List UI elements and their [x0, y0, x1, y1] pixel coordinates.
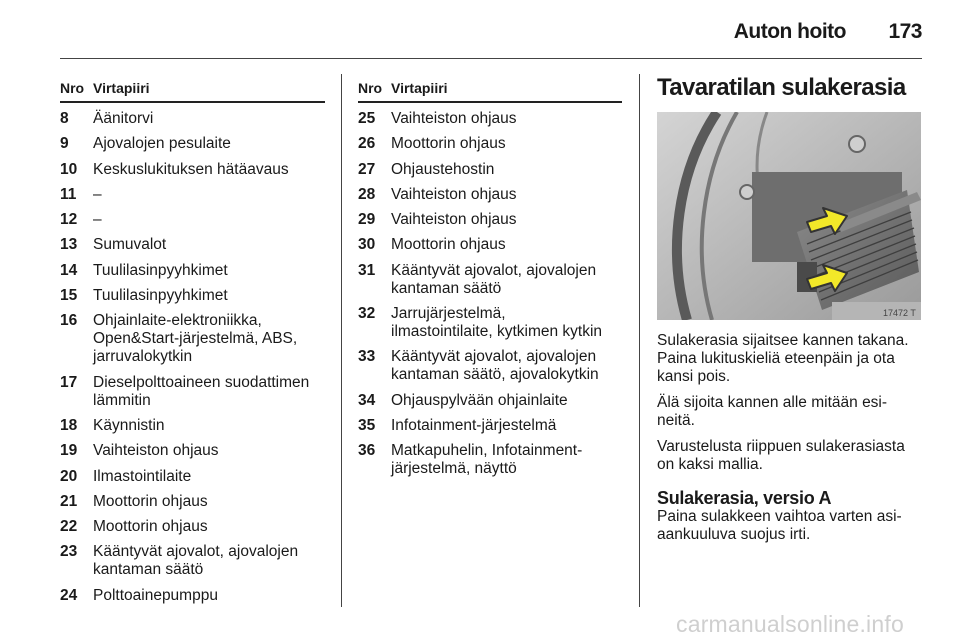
- table-row: [60, 374, 325, 410]
- circuit-name: Moottorin ohjaus: [391, 135, 506, 153]
- circuit-name: Polttoainepumppu: [93, 586, 218, 604]
- circuit-name: Dieselpolttoaineen suodattimen lämmitin: [93, 373, 310, 409]
- fuse-number: 30: [358, 236, 376, 254]
- paragraph: Paina sulakkeen vaihtoa varten asi- aankuuluva suojus irti.: [657, 508, 902, 543]
- fuse-number: 31: [358, 261, 376, 279]
- table-row: [358, 417, 622, 435]
- circuit-name: Kääntyvät ajovalot, ajovalojen kantaman säätö, ajovalokytkin: [391, 348, 599, 384]
- fuse-number: 35: [358, 416, 376, 434]
- fuse-number: 11: [60, 185, 77, 203]
- fuse-number: 32: [358, 305, 376, 323]
- table-body: [60, 110, 325, 605]
- table-row: [358, 305, 622, 341]
- table-row: [60, 211, 325, 229]
- watermark: carmanualsonline.info: [676, 611, 904, 637]
- section-title: Tavaratilan sulakerasia: [657, 74, 906, 101]
- fuse-number: 14: [60, 261, 78, 279]
- table-row: [60, 186, 325, 204]
- fuse-number: 20: [60, 467, 78, 485]
- table-row: [60, 518, 325, 536]
- table-body: [358, 110, 622, 478]
- table-row: [358, 262, 622, 298]
- fuse-number: 17: [60, 373, 78, 391]
- paragraph: Sulakerasia sijaitsee kannen takana. Paina lukituskieliä eteenpäin ja ota kansi pois.: [657, 332, 909, 385]
- header-rule: [60, 58, 922, 59]
- fuse-number: 9: [60, 135, 69, 153]
- circuit-name: Tuulilasinpyyhkimet: [93, 287, 228, 305]
- photo-code: 17472 T: [883, 308, 916, 318]
- fuse-number: 33: [358, 348, 376, 366]
- circuit-name: Käynnistin: [93, 416, 165, 434]
- circuit-name: Ohjauspylvään ohjainlaite: [391, 391, 568, 409]
- fuse-number: 27: [358, 160, 376, 178]
- table-row: [358, 211, 622, 229]
- circuit-name: Jarrujärjestelmä, ilmastointilaite, kytkimen kytkin: [391, 305, 603, 341]
- table-row: [60, 236, 325, 254]
- circuit-name: Vaihteiston ohjaus: [93, 442, 219, 460]
- trunk-fuse-box-photo: [657, 112, 921, 320]
- fuse-number: 15: [60, 287, 78, 305]
- circuit-name: Infotainment-järjestelmä: [391, 416, 557, 434]
- column-header-circuit: Virtapiiri: [391, 80, 448, 96]
- paragraph: Varustelusta riippuen sulakerasiasta on kaksi mallia.: [657, 438, 905, 473]
- circuit-name: Keskuslukituksen hätäavaus: [93, 160, 289, 178]
- circuit-name: Moottorin ohjaus: [93, 518, 208, 536]
- table-row: [60, 312, 325, 366]
- table-row: [358, 392, 622, 410]
- fuse-number: 19: [60, 442, 78, 460]
- circuit-name: Sumuvalot: [93, 236, 167, 254]
- table-row: [60, 287, 325, 305]
- circuit-name: Vaihteiston ohjaus: [391, 110, 517, 127]
- column-header-number: Nro: [358, 80, 383, 96]
- fuse-number: 18: [60, 416, 78, 434]
- table-row: [358, 135, 622, 153]
- circuit-name: Vaihteiston ohjaus: [391, 211, 517, 229]
- circuit-name: Moottorin ohjaus: [391, 236, 506, 254]
- table-row: [358, 110, 622, 128]
- table-row: [60, 417, 325, 435]
- circuit-name: Kääntyvät ajovalot, ajovalojen kantaman säätö: [93, 543, 299, 579]
- circuit-name: Tuulilasinpyyhkimet: [93, 261, 228, 279]
- circuit-name: Kääntyvät ajovalot, ajovalojen kantaman säätö: [391, 261, 597, 297]
- fuse-number: 29: [358, 211, 376, 229]
- table-row: [60, 587, 325, 605]
- fuse-number: 23: [60, 543, 78, 561]
- table-row: [358, 236, 622, 254]
- section-body: [657, 332, 927, 544]
- circuit-name: Äänitorvi: [93, 110, 154, 127]
- circuit-name: –: [93, 211, 102, 229]
- fuse-number: 13: [60, 236, 78, 254]
- table-header: [60, 80, 325, 103]
- table-row: [60, 110, 325, 128]
- page-header-title: Auton hoito: [733, 20, 846, 43]
- table-row: [358, 442, 622, 478]
- fuse-number: 8: [60, 110, 69, 127]
- table-row: [60, 262, 325, 280]
- fuse-number: 16: [60, 312, 78, 330]
- table-row: [358, 161, 622, 179]
- table-row: [358, 186, 622, 204]
- fuse-number: 24: [60, 586, 78, 604]
- fuse-number: 28: [358, 185, 376, 203]
- paragraph: Älä sijoita kannen alle mitään esi- neitä.: [657, 394, 888, 429]
- circuit-name: Ilmastointilaite: [93, 467, 192, 485]
- table-row: [60, 442, 325, 460]
- circuit-name: Ohjaustehostin: [391, 160, 495, 178]
- fuse-number: 22: [60, 518, 78, 536]
- table-header: [358, 80, 622, 103]
- fuse-number: 26: [358, 135, 376, 153]
- column-header-circuit: Virtapiiri: [93, 80, 150, 96]
- fuse-number: 36: [358, 442, 376, 460]
- column-divider: [639, 74, 640, 607]
- fuse-table-right: [358, 80, 622, 486]
- circuit-name: Matkapuhelin, Infotainment- järjestelmä, näyttö: [391, 442, 583, 478]
- page-number: 173: [888, 20, 922, 43]
- fuse-table-left: [60, 80, 325, 612]
- column-header-number: Nro: [60, 80, 85, 96]
- table-row: [60, 135, 325, 153]
- circuit-name: Ohjainlaite-elektroniikka, Open&Start-järjestelmä, ABS, jarruvalokytkin: [93, 312, 298, 366]
- circuit-name: Moottorin ohjaus: [93, 492, 208, 510]
- table-row: [60, 161, 325, 179]
- fuse-number: 12: [60, 211, 78, 229]
- circuit-name: –: [93, 185, 102, 203]
- fuse-number: 25: [358, 110, 376, 127]
- table-row: [60, 468, 325, 486]
- fuse-number: 34: [358, 391, 376, 409]
- table-row: [358, 348, 622, 384]
- column-divider: [341, 74, 342, 607]
- table-row: [60, 543, 325, 579]
- table-row: [60, 493, 325, 511]
- circuit-name: Ajovalojen pesulaite: [93, 135, 231, 153]
- fuse-number: 21: [60, 492, 78, 510]
- circuit-name: Vaihteiston ohjaus: [391, 185, 517, 203]
- subheading: Sulakerasia, versio A: [657, 488, 832, 508]
- fuse-number: 10: [60, 160, 78, 178]
